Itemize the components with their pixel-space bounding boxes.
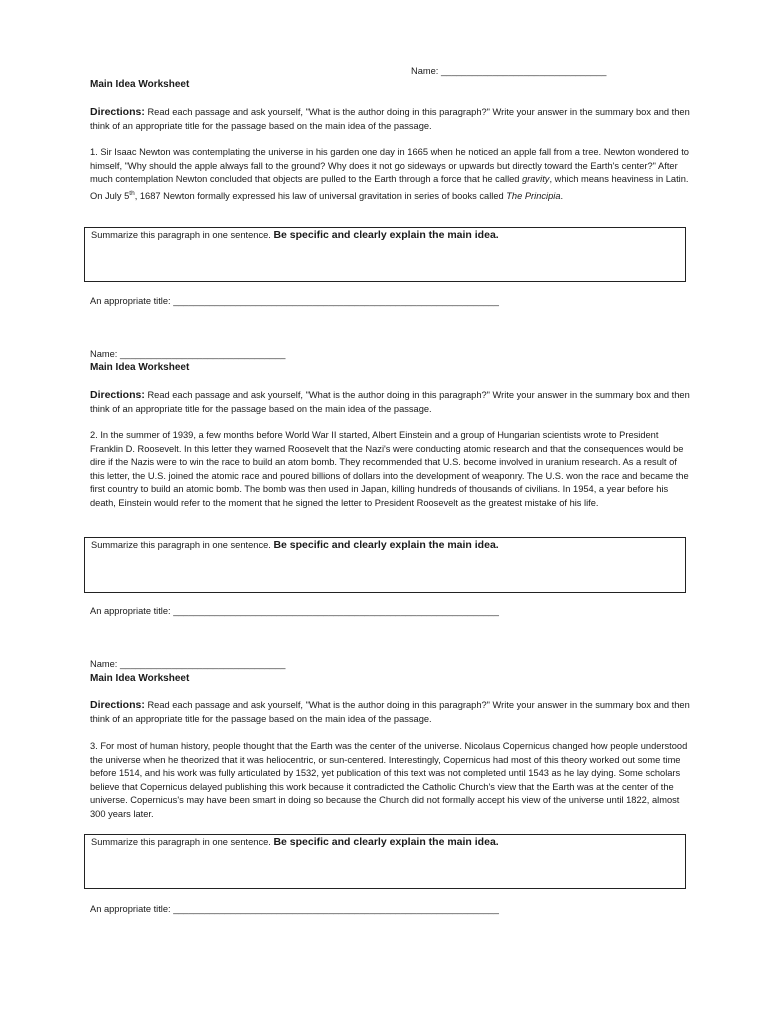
directions — [90, 389, 690, 416]
summary-box-1[interactable] — [84, 227, 686, 282]
summary-box-3[interactable] — [84, 834, 686, 889]
directions — [90, 106, 690, 133]
worksheet-title: Main Idea Worksheet — [90, 362, 190, 373]
summary-box-2[interactable] — [84, 537, 686, 593]
directions-label: Directions: — [90, 106, 145, 118]
worksheet-title: Main Idea Worksheet — [90, 79, 190, 90]
title-label: An appropriate title: — [90, 606, 171, 616]
title-field-2[interactable] — [90, 606, 499, 616]
title-field-3[interactable] — [90, 904, 499, 914]
directions — [90, 699, 690, 726]
name-field[interactable] — [90, 659, 285, 669]
title-blank[interactable]: _______________________________________________________________ — [173, 606, 499, 616]
worksheet-title: Main Idea Worksheet — [90, 673, 190, 684]
name-blank[interactable]: ________________________________ — [440, 66, 607, 76]
title-field-1[interactable] — [90, 296, 499, 306]
passage-2: 2. In the summer of 1939, a few months before World War II started, Albert Einstein and a group of Hungarian scientists wrote to President Franklin D. Roosevelt. In this letter they warned Roosevelt that the Nazi's were conducting atomic research and that the consequences would be dire if the Nazis were to win the race to build an atom bomb. They recommended that U.S. become involved in uranium research. As a result of this letter, the U.S. joined the atomic race and poured billions of dollars into the development of weaponry. The U.S. won the race and became the first country to build an atomic bomb. The bomb was then used in Japan, killing hundreds of thousands of civilians. In 1954, a year before his death, Einstein would refer to the moment that he signed the letter to President Roosevelt as the greatest mistake of his life. — [90, 430, 689, 508]
name-field[interactable] — [411, 66, 606, 76]
passage-3: 3. For most of human history, people thought that the Earth was the center of the universe. Nicolaus Copernicus changed how people understood the universe when he theorized that it was heliocentric, or sun-centered. Interestingly, Copernicus had most of this theory worked out some time before 1514, and his work was fully articulated by 1532, yet publication of this text was not completed until 1543 as he lay dying. Some scholars believe that Copernicus delayed publishing this work because it contradicted the Catholic Church's view that the Earth was at the center of the universe. Copernicus's may have been smart in doing so because the Church did not formally accept his view of the universe until 1822, almost 300 years later. — [90, 741, 688, 819]
title-blank[interactable]: _______________________________________________________________ — [173, 296, 499, 306]
title-blank[interactable]: _______________________________________________________________ — [173, 904, 499, 914]
directions-text: Read each passage and ask yourself, "What is the author doing in this paragraph?" Write your answer in the summary box and then think of an appropriate title for the passage based on the main idea of the passage. — [90, 390, 690, 414]
directions-text: Read each passage and ask yourself, "What is the author doing in this paragraph?" Write your answer in the summary box and then think of an appropriate title for the passage based on the main idea of the passage. — [90, 700, 690, 724]
summary-prompt: Summarize this paragraph in one sentence. Be specific and clearly explain the main idea. — [91, 836, 499, 848]
name-label: Name: — [90, 659, 118, 669]
directions-label: Directions: — [90, 699, 145, 711]
summary-prompt: Summarize this paragraph in one sentence. Be specific and clearly explain the main idea. — [91, 229, 499, 241]
name-field[interactable] — [90, 349, 285, 359]
name-blank[interactable]: ________________________________ — [119, 349, 286, 359]
directions-text: Read each passage and ask yourself, "What is the author doing in this paragraph?" Write your answer in the summary box and then think of an appropriate title for the passage based on the main idea of the passage. — [90, 107, 690, 131]
directions-label: Directions: — [90, 389, 145, 401]
passage-1: 1. Sir Isaac Newton was contemplating the universe in his garden one day in 1665 when he noticed an apple fall from a tree. Newton wondered to himself, "Why should the apple always fall to the ground? Why does it not go sideways or upwards but directly toward the Earth's center?" After much contemplation Newton concluded that objects are pulled to the Earth through a force that he called gravity, which means heaviness in Latin. On July 5th, 1687 Newton formally expressed his law of universal gravitation in series of books called The Principia. — [90, 147, 689, 201]
title-label: An appropriate title: — [90, 296, 171, 306]
summary-prompt: Summarize this paragraph in one sentence. Be specific and clearly explain the main idea. — [91, 539, 499, 551]
name-blank[interactable]: ________________________________ — [119, 659, 286, 669]
name-label: Name: — [90, 349, 118, 359]
title-label: An appropriate title: — [90, 904, 171, 914]
name-label: Name: — [411, 66, 439, 76]
